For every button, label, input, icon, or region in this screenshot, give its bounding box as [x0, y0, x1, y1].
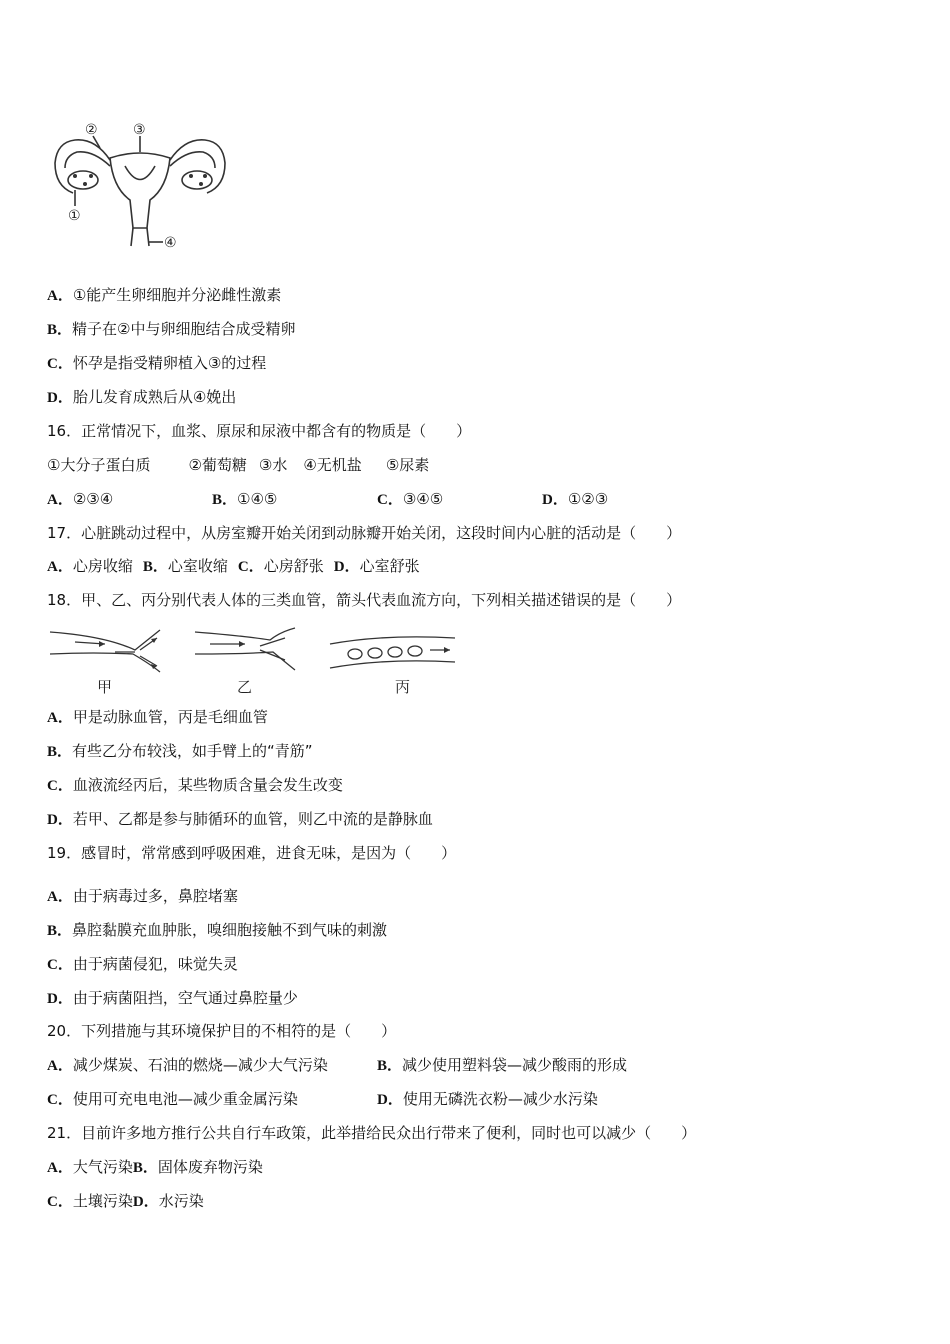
q15-option-a: A．①能产生卵细胞并分泌雌性激素	[47, 286, 282, 304]
q18-option-a: A．甲是动脉血管，丙是毛细血管	[47, 708, 268, 726]
q16-items: ①大分子蛋白质 ②葡萄糖 ③水 ④无机盐 ⑤尿素	[47, 456, 430, 474]
q16-option-a: A．②③④	[47, 490, 114, 508]
q20-option-d: D．使用无磷洗衣粉—减少水污染	[377, 1090, 598, 1108]
q15-option-c: C．怀孕是指受精卵植入③的过程	[47, 354, 267, 372]
q19-option-d: D．由于病菌阻挡，空气通过鼻腔量少	[47, 989, 298, 1007]
q18-option-b: B．有些乙分布较浅，如手臂上的“青筋”	[47, 742, 313, 760]
uterus-diagram	[45, 118, 235, 258]
q20-option-b: B．减少使用塑料袋—减少酸雨的形成	[377, 1056, 628, 1074]
q20-option-a: A．减少煤炭、石油的燃烧—减少大气污染	[47, 1056, 328, 1074]
label-1: ①	[68, 208, 81, 224]
q17-stem: 17．心脏跳动过程中，从房室瓣开始关闭到动脉瓣开始关闭，这段时间内心脏的活动是（ ）	[47, 524, 682, 542]
vessel-label-jia: 甲	[97, 678, 113, 696]
q19-option-a: A．由于病毒过多，鼻腔堵塞	[47, 887, 238, 905]
q17-options: A．心房收缩 B．心室收缩 C．心房舒张 D．心室舒张	[47, 557, 420, 575]
q21-options-cd: C．土壤污染D．水污染	[47, 1192, 204, 1210]
label-2: ②	[85, 122, 98, 138]
q19-option-c: C．由于病菌侵犯，味觉失灵	[47, 955, 238, 973]
q21-options-ab: A．大气污染B．固体废弃物污染	[47, 1158, 263, 1176]
vessel-label-yi: 乙	[237, 678, 253, 696]
q20-option-c: C．使用可充电电池—减少重金属污染	[47, 1090, 298, 1108]
label-4: ④	[164, 235, 177, 251]
q16-stem: 16．正常情况下，血浆、原尿和尿液中都含有的物质是（ ）	[47, 422, 472, 440]
label-3: ③	[133, 122, 146, 138]
q18-stem: 18．甲、乙、丙分别代表人体的三类血管，箭头代表血流方向，下列相关描述错误的是（ ）	[47, 591, 682, 609]
blood-vessel-diagram	[45, 624, 465, 696]
q21-stem: 21．目前许多地方推行公共自行车政策，此举措给民众出行带来了便利，同时也可以减少（ ）	[47, 1124, 697, 1142]
q18-option-d: D．若甲、乙都是参与肺循环的血管，则乙中流的是静脉血	[47, 810, 433, 828]
q20-stem: 20．下列措施与其环境保护目的不相符的是（ ）	[47, 1022, 397, 1040]
q16-option-c: C．③④⑤	[377, 490, 444, 508]
q16-option-d: D．①②③	[542, 490, 609, 508]
q16-option-b: B．①④⑤	[212, 490, 278, 508]
q18-option-c: C．血液流经丙后，某些物质含量会发生改变	[47, 776, 343, 794]
q15-option-b: B．精子在②中与卵细胞结合成受精卵	[47, 320, 296, 338]
q19-stem: 19．感冒时，常常感到呼吸困难，进食无味，是因为（ ）	[47, 844, 457, 862]
q19-option-b: B．鼻腔黏膜充血肿胀，嗅细胞接触不到气味的刺激	[47, 921, 388, 939]
q15-option-d: D．胎儿发育成熟后从④娩出	[47, 388, 237, 406]
vessel-label-bing: 丙	[395, 678, 411, 696]
